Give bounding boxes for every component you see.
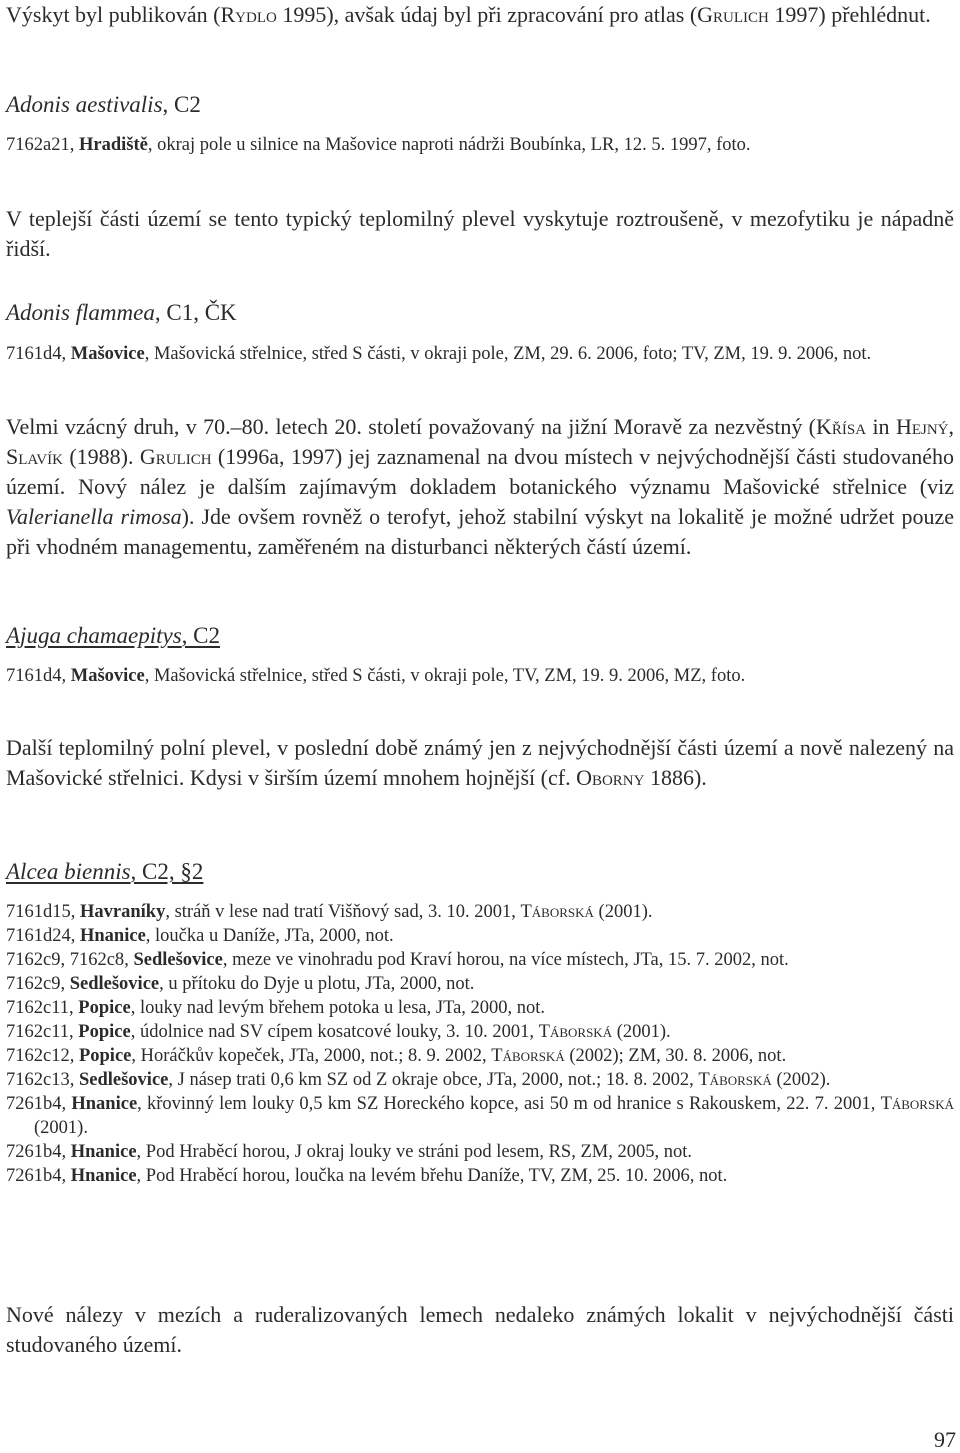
record-text: , louky nad levým břehem potoka u lesa, JTa, 2000, not.	[130, 998, 546, 1018]
record-text: , meze ve vinohradu pod Kraví horou, na více místech, JTa, 15. 7. 2002, not.	[222, 950, 789, 970]
species-name: Adonis aestivalis	[6, 92, 163, 117]
record-entry: 7162c12, Popice, Horáčkův kopeček, JTa, 2000, not.; 8. 9. 2002, Táborská (2002); ZM, 30. 8. 2006, not.	[6, 1046, 787, 1066]
author-citation: Táborská	[491, 1046, 565, 1066]
record-entry: 7162c13, Sedlešovice, J násep trati 0,6 km SZ od Z okraje obce, JTa, 2000, not.; 18. 8. 2002, Táborská (2002).	[6, 1070, 831, 1090]
record-entry: 7162a21, Hradiště, okraj pole u silnice na Mašovice naproti nádrži Boubínka, LR, 12. 5. 1997, foto.	[6, 135, 751, 155]
record-text: , Pod Hraběcí horou, J okraj louky ve stráni pod lesem, RS, ZM, 2005, not.	[136, 1142, 692, 1162]
author-citation: Grulich	[139, 444, 212, 469]
grid-code: 7261b4	[6, 1142, 62, 1162]
species-heading-adonis-aestivalis: Adonis aestivalis, C2	[6, 92, 201, 117]
locality-name: Popice	[78, 1022, 131, 1042]
locality-name: Mašovice	[70, 666, 145, 686]
record-entry: 7261b4, Hnanice, Pod Hraběcí horou, loučka na levém břehu Daníže, TV, ZM, 25. 10. 2006, not.	[6, 1166, 728, 1186]
locality-name: Hnanice	[80, 926, 146, 946]
grid-code: 7162c11	[6, 1022, 70, 1042]
record-text: , Pod Hraběcí horou, loučka na levém břehu Daníže, TV, ZM, 25. 10. 2006, not.	[136, 1166, 728, 1186]
locality-name: Hnanice	[70, 1142, 137, 1162]
author-citation: Hejný	[895, 414, 949, 439]
locality-name: Hradiště	[78, 135, 148, 155]
record-text: (2002); ZM, 30. 8. 2006, not.	[564, 1046, 787, 1066]
locality-name: Sedlešovice	[133, 950, 223, 970]
record-text: , údolnice nad SV cípem kosatcové louky, 3. 10. 2001,	[130, 1022, 539, 1042]
grid-code: 7161d24	[6, 926, 71, 946]
record-text: (2002).	[771, 1070, 831, 1090]
record-text: , Horáčkův kopeček, JTa, 2000, not.; 8. 9. 2002,	[131, 1046, 492, 1066]
species-comment: V teplejší části území se tento typický teplomilný plevel vyskytuje roztroušeně, v mezofytiku je nápadně řidší.	[6, 206, 954, 261]
grid-code: 7161d4	[6, 666, 62, 686]
page-number: 97	[934, 1427, 956, 1452]
grid-code: 7162a21	[6, 135, 70, 155]
author-citation: Slavík	[6, 444, 63, 469]
record-text: (2001).	[593, 902, 653, 922]
record-text: , stráň v lese nad tratí Višňový sad, 3. 10. 2001,	[165, 902, 521, 922]
record-entry: 7162c9, 7162c8, Sedlešovice, meze ve vinohradu pod Kraví horou, na více místech, JTa, 15. 7. 2002, not.	[6, 950, 789, 970]
locality-name: Havraníky	[80, 902, 166, 922]
species-comment: Další teplomilný polní plevel, v poslední době známý jen z nejvýchodnější části území a nově nalezený na Mašovické střelnici. Kdysi v širším území mnohem hojnější (cf. Oborny 1886).	[6, 735, 954, 790]
locality-name: Popice	[78, 998, 131, 1018]
species-name: Alcea biennis	[6, 859, 131, 884]
record-entry: 7161d15, Havraníky, stráň v lese nad tratí Višňový sad, 3. 10. 2001, Táborská (2001).	[6, 902, 653, 922]
record-entry: 7162c9, Sedlešovice, u přítoku do Dyje u plotu, JTa, 2000, not.	[6, 974, 475, 994]
species-heading-alcea-biennis: Alcea biennis, C2, §2	[6, 859, 204, 884]
record-entry: 7161d4, Mašovice, Mašovická střelnice, střed S části, v okraji pole, TV, ZM, 19. 9. 2006, MZ, foto.	[6, 666, 746, 686]
author-citation: Grulich	[697, 2, 769, 27]
grid-code: 7161d4	[6, 344, 62, 364]
grid-code: 7162c9	[6, 974, 61, 994]
grid-code: 7261b4	[6, 1094, 62, 1114]
author-citation: Křísa	[816, 414, 867, 439]
species-comment: Nové nálezy v mezích a ruderalizovaných lemech nedaleko známých lokalit v nejvýchodnější části studovaného území.	[6, 1302, 954, 1357]
intro-paragraph: Výskyt byl publikován (Rydlo 1995), avšak údaj byl při zpracování pro atlas (Grulich 1997) přehlédnut.	[6, 2, 931, 27]
record-entry: 7261b4, Hnanice, křovinný lem louky 0,5 km SZ Horeckého kopce, asi 50 m od hranice s Rakouskem, 22. 7. 2001, Táborská (2001).	[6, 1094, 954, 1138]
locality-name: Hnanice	[70, 1166, 137, 1186]
locality-name: Mašovice	[70, 344, 145, 364]
author-citation: Táborská	[880, 1094, 954, 1114]
record-entry: 7162c11, Popice, údolnice nad SV cípem kosatcové louky, 3. 10. 2001, Táborská (2001).	[6, 1022, 671, 1042]
locality-name: Sedlešovice	[78, 1070, 169, 1090]
author-citation: Táborská	[538, 1022, 613, 1042]
species-heading-adonis-flammea: Adonis flammea, C1, ČK	[6, 300, 237, 325]
grid-code: 7261b4	[6, 1166, 62, 1186]
grid-code: 7162c9, 7162c8	[6, 950, 125, 970]
species-comment: Velmi vzácný druh, v 70.–80. letech 20. století považovaný na jižní Moravě za nezvěstný (Křísa in Hejný, Slavík (1988). Grulich (1996a, 1997) jej zaznamenal na dvou místech v nejvýchodnější části studovaného území. Nový nález je dalším zajímavým dokladem botanického významu Mašovické střelnice (viz Valerianella rimosa). Jde ovšem rovněž o terofyt, jehož stabilní výskyt na lokalitě je možné udržet pouze při vhodném managementu, zaměřeném na disturbanci některých částí území.	[6, 414, 955, 559]
author-citation: Oborny	[576, 765, 645, 790]
record-entry: 7161d4, Mašovice, Mašovická střelnice, střed S části, v okraji pole, ZM, 29. 6. 2006, foto; TV, ZM, 19. 9. 2006, not.	[6, 344, 872, 364]
record-text: , J násep trati 0,6 km SZ od Z okraje obce, JTa, 2000, not.; 18. 8. 2002,	[168, 1070, 699, 1090]
grid-code: 7161d15	[6, 902, 71, 922]
record-entry: 7261b4, Hnanice, Pod Hraběcí horou, J okraj louky ve stráni pod lesem, RS, ZM, 2005, not.	[6, 1142, 692, 1162]
record-text: , loučka u Daníže, JTa, 2000, not.	[145, 926, 394, 946]
author-citation: Rydlo	[220, 2, 277, 27]
record-text: (2001).	[612, 1022, 671, 1042]
record-entry: 7162c11, Popice, louky nad levým břehem potoka u lesa, JTa, 2000, not.	[6, 998, 546, 1018]
author-citation: Táborská	[698, 1070, 772, 1090]
record-text: (2001).	[34, 1118, 88, 1138]
locality-name: Hnanice	[71, 1094, 138, 1114]
protection-category: §2	[180, 859, 204, 884]
species-heading-ajuga-chamaepitys: Ajuga chamaepitys, C2	[6, 623, 220, 648]
record-list	[6, 900, 954, 1188]
grid-code: 7162c12	[6, 1046, 70, 1066]
locality-name: Popice	[78, 1046, 132, 1066]
record-entry: 7161d24, Hnanice, loučka u Daníže, JTa, 2000, not.	[6, 926, 394, 946]
grid-code: 7162c11	[6, 998, 70, 1018]
species-reference: Valerianella rimosa	[6, 504, 182, 529]
record-text: , u přítoku do Dyje u plotu, JTa, 2000, not.	[159, 974, 475, 994]
species-name: Adonis flammea	[6, 300, 155, 325]
record-text: , křovinný lem louky 0,5 km SZ Horeckého kopce, asi 50 m od hranice s Rakouskem, 22. 7. 2001,	[137, 1094, 881, 1114]
grid-code: 7162c13	[6, 1070, 70, 1090]
species-name: Ajuga chamaepitys	[6, 623, 182, 648]
locality-name: Sedlešovice	[69, 974, 160, 994]
author-citation: Táborská	[520, 902, 594, 922]
